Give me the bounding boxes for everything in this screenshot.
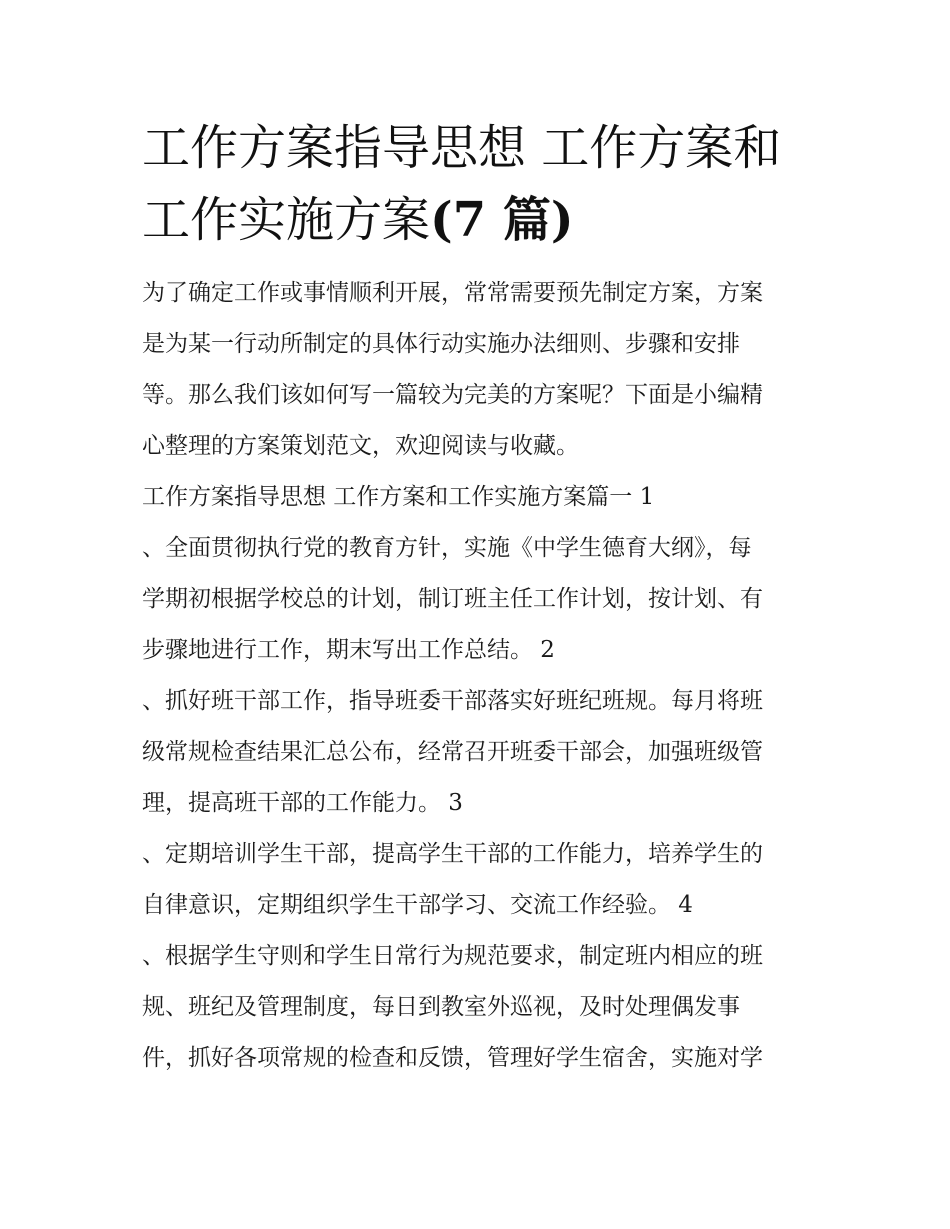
intro-paragraph [142,268,814,472]
intro-line: 心整理的方案策划范文，欢迎阅读与收藏。 [142,433,579,459]
list-item-line: 理，提高班干部的工作能力。 3 [142,790,463,816]
list-item-line: 、全面贯彻执行党的教育方针，实施《中学生德育大纲》，每 [142,535,752,561]
list-item-line: 自律意识，定期组织学生干部学习、交流工作经验。 4 [142,892,693,918]
list-item-line: 级常规检查结果汇总公布，经常召开班委干部会，加强班级管 [142,739,763,765]
title-line-2-text: 工作实施方案 [142,192,431,248]
section-heading-text: 工作方案指导思想 工作方案和工作实施方案篇一 1 [142,484,655,510]
title-count: (7 篇) [430,192,574,248]
list-item-line: 规、班纪及管理制度，每日到教室外巡视，及时处理偶发事 [142,994,740,1020]
list-item [142,523,814,676]
list-item-line: 、根据学生守则和学生日常行为规范要求，制定班内相应的班 [142,943,763,969]
document-title [142,112,814,256]
list-item [142,676,814,829]
document-body [142,268,814,1084]
list-item-line: 件，抓好各项常规的检查和反馈，管理好学生宿舍，实施对学 [142,1045,763,1071]
list-item [142,829,814,931]
document-page [142,112,814,1084]
title-line-1: 工作方案指导思想 工作方案和 [142,120,782,176]
list-item [142,931,814,1084]
section-heading [142,472,814,523]
intro-line: 是为某一行动所制定的具体行动实施办法细则、步骤和安排 [142,331,740,357]
intro-line: 为了确定工作或事情顺利开展，常常需要预先制定方案，方案 [142,280,763,306]
list-item-line: 、定期培训学生干部，提高学生干部的工作能力，培养学生的 [142,841,763,867]
list-item-line: 步骤地进行工作，期末写出工作总结。 2 [142,637,555,663]
list-item-line: 、抓好班干部工作，指导班委干部落实好班纪班规。每月将班 [142,688,763,714]
list-item-line: 学期初根据学校总的计划，制订班主任工作计划，按计划、有 [142,586,763,612]
title-line-2 [142,184,814,256]
intro-line: 等。那么我们该如何写一篇较为完美的方案呢？下面是小编精 [142,382,763,408]
